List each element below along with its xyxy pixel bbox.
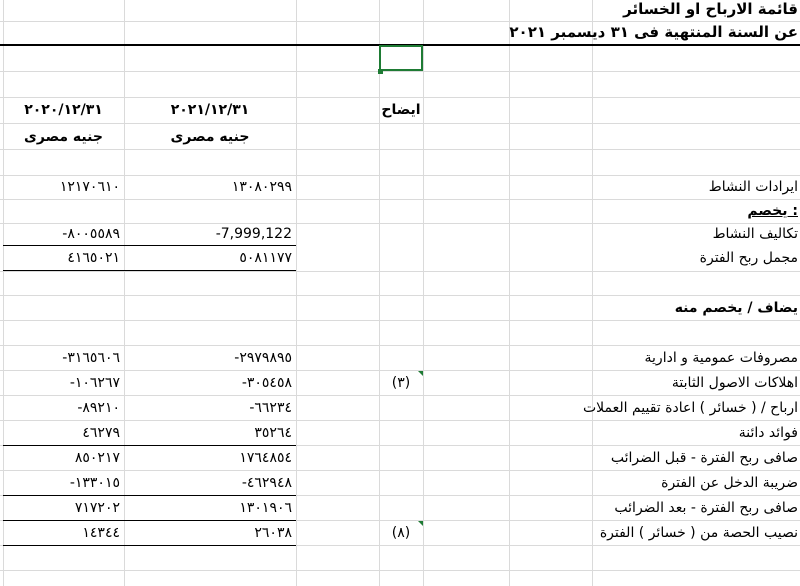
report-title: قائمة الارباح او الخسائر xyxy=(623,0,798,18)
row-value-2021: -٦٦٢٣٤ xyxy=(249,400,292,416)
row-label: يخصم : xyxy=(747,203,798,219)
row-value-2021: ٢٦٠٣٨ xyxy=(254,525,292,541)
comment-indicator xyxy=(418,371,423,376)
header-2020-date: ٢٠٢٠/١٢/٣١ xyxy=(24,102,103,118)
row-label: ضريبة الدخل عن الفترة xyxy=(661,475,798,491)
row-value-2020: -٨٩٢١٠ xyxy=(77,400,120,416)
row-note: (٣) xyxy=(391,375,411,391)
row-label: مجمل ربح الفترة xyxy=(699,250,798,266)
total-border xyxy=(3,545,296,546)
row-label: فوائد دائنة xyxy=(738,425,798,441)
report-subtitle: عن السنة المنتهية فى ٣١ ديسمبر ٢٠٢١ xyxy=(509,23,798,41)
row-value-2021: ٣٥٢٦٤ xyxy=(254,425,292,441)
row-value-2021: ١٧٦٤٨٥٤ xyxy=(239,450,292,466)
subtotal-border xyxy=(3,270,296,271)
row-label: صافى ربح الفترة - قبل الضرائب xyxy=(610,450,798,466)
fill-handle[interactable] xyxy=(378,69,383,74)
row-value-2020: -١٠٦٢٦٧ xyxy=(69,375,120,391)
row-value-2020: ٨٥٠٢١٧ xyxy=(74,450,120,466)
row-label: مصروفات عمومية و ادارية xyxy=(644,350,798,366)
row-value-2020: ٧١٧٢٠٢ xyxy=(74,500,120,516)
row-value-2020: -٨٠٠٥٥٨٩ xyxy=(62,226,120,242)
row-value-2020: ٤١٦٥٠٢١ xyxy=(67,250,120,266)
row-value-2021: ١٣٠١٩٠٦ xyxy=(239,500,292,516)
row-value-2021: ٥٠٨١١٧٧ xyxy=(239,250,292,266)
row-value-2021: -٤٦٢٩٤٨ xyxy=(241,475,292,491)
active-cell[interactable] xyxy=(379,45,423,71)
comment-indicator xyxy=(418,521,423,526)
header-2021-currency: جنيه مصرى xyxy=(170,129,250,145)
row-value-2021: ١٣٠٨٠٢٩٩ xyxy=(231,179,292,195)
section-label: يضاف / يخصم منه xyxy=(674,300,798,316)
header-2020-currency: جنيه مصرى xyxy=(24,129,103,145)
row-value-2020: -١٣٣٠١٥ xyxy=(69,475,120,491)
row-value-2021: -٣٠٥٤٥٨ xyxy=(241,375,292,391)
row-label: نصيب الحصة من ( خسائر ) الفترة xyxy=(599,525,798,541)
row-value-2021: -7,999,122 xyxy=(215,226,292,242)
header-2021-date: ٢٠٢١/١٢/٣١ xyxy=(170,102,250,118)
row-label: صافى ربح الفترة - بعد الضرائب xyxy=(614,500,798,516)
row-value-2020: ٤٦٢٧٩ xyxy=(82,425,120,441)
row-label: تكاليف النشاط xyxy=(712,226,798,242)
row-value-2020: ١٢١٧٠٦١٠ xyxy=(59,179,120,195)
row-note: (٨) xyxy=(391,525,411,541)
row-label: اهلاكات الاصول الثابتة xyxy=(671,375,798,391)
row-value-2021: -٢٩٧٩٨٩٥ xyxy=(234,350,292,366)
row-value-2020: -٣١٦٥٦٠٦ xyxy=(62,350,120,366)
header-note: ايضاح xyxy=(381,102,421,118)
row-value-2020: ١٤٣٤٤ xyxy=(82,525,120,541)
row-label: ايرادات النشاط xyxy=(708,179,798,195)
row-label: ارباح / ( خسائر ) اعادة تقييم العملات xyxy=(582,400,798,416)
